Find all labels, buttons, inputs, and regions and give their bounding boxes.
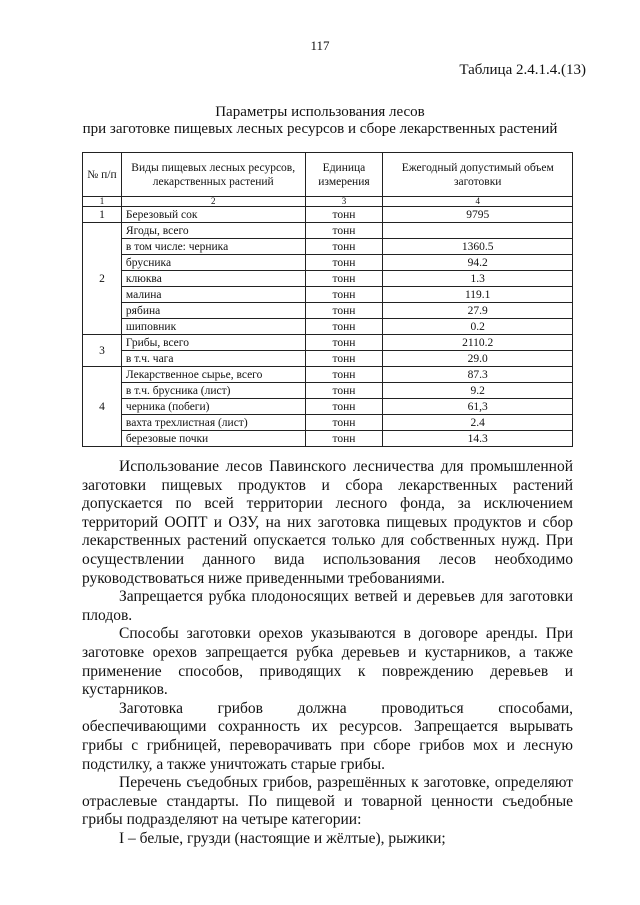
- unit-cell: тонн: [305, 255, 383, 271]
- column-number: 1: [83, 197, 122, 207]
- table-title-line-1: Параметры использования лесов: [215, 104, 425, 120]
- resource-name: малина: [121, 287, 305, 303]
- unit-cell: тонн: [305, 431, 383, 447]
- row-number: 4: [83, 367, 122, 447]
- row-number: 2: [83, 223, 122, 335]
- unit-cell: тонн: [305, 303, 383, 319]
- resource-name: в том числе: черника: [121, 239, 305, 255]
- unit-cell: тонн: [305, 415, 383, 431]
- table-row: [83, 399, 573, 415]
- volume-cell: 0.2: [383, 319, 573, 335]
- unit-cell: тонн: [305, 287, 383, 303]
- unit-cell: тонн: [305, 367, 383, 383]
- resource-name: брусника: [121, 255, 305, 271]
- resource-name: рябина: [121, 303, 305, 319]
- paragraph: Перечень съедобных грибов, разрешённых к заготовке, определяют отраслевые стандарты. По пищевой и товарной ценности съедобные грибы подразделяют на четыре категории:: [82, 774, 573, 829]
- resource-name: Грибы, всего: [121, 335, 305, 351]
- table-body: [83, 207, 573, 447]
- table-row: [83, 287, 573, 303]
- table-row: [83, 431, 573, 447]
- table-title-line-2: при заготовке пищевых лесных ресурсов и сборе лекарственных растений: [82, 121, 558, 137]
- volume-cell: 27.9: [383, 303, 573, 319]
- table-row: [83, 319, 573, 335]
- volume-cell: 1.3: [383, 271, 573, 287]
- header-volume: Ежегодный допустимый объем заготовки: [383, 153, 573, 197]
- table-row: [83, 207, 573, 223]
- table-row: [83, 383, 573, 399]
- unit-cell: тонн: [305, 239, 383, 255]
- paragraph: Заготовка грибов должна проводиться способами, обеспечивающими сохранность их ресурсов. Запрещается вырывать грибы с грибницей, переворачивать при сборе грибов мох и лесную подстилку, а также уничтожать старые грибы.: [82, 699, 573, 773]
- column-number: 3: [305, 197, 383, 207]
- unit-cell: тонн: [305, 207, 383, 223]
- paragraph: Способы заготовки орехов указываются в договоре аренды. При заготовке орехов запрещается рубка деревьев и кустарников, а также применение способов, приводящих к повреждению деревьев и кустарников.: [82, 625, 573, 699]
- volume-cell: [383, 223, 573, 239]
- unit-cell: тонн: [305, 335, 383, 351]
- unit-cell: тонн: [305, 399, 383, 415]
- header-unit: Единица измерения: [305, 153, 383, 197]
- volume-cell: 9795: [383, 207, 573, 223]
- volume-cell: 2110.2: [383, 335, 573, 351]
- table-row: [83, 351, 573, 367]
- table-row: [83, 239, 573, 255]
- table-row: [83, 255, 573, 271]
- table-label: Таблица 2.4.1.4.(13): [459, 62, 586, 78]
- resource-name: в т.ч. брусника (лист): [121, 383, 305, 399]
- table-row: [83, 271, 573, 287]
- unit-cell: тонн: [305, 223, 383, 239]
- resource-name: Лекарственное сырье, всего: [121, 367, 305, 383]
- volume-cell: 119.1: [383, 287, 573, 303]
- table-header-row: [83, 153, 573, 197]
- unit-cell: тонн: [305, 383, 383, 399]
- header-kind: Виды пищевых лесных ресурсов, лекарственных растений: [121, 153, 305, 197]
- volume-cell: 9.2: [383, 383, 573, 399]
- resource-name: березовые почки: [121, 431, 305, 447]
- header-num: № п/п: [83, 153, 122, 197]
- resource-name: Ягоды, всего: [121, 223, 305, 239]
- volume-cell: 87.3: [383, 367, 573, 383]
- paragraph: Запрещается рубка плодоносящих ветвей и деревьев для заготовки плодов.: [82, 588, 573, 624]
- page-number: 117: [310, 38, 330, 53]
- volume-cell: 2.4: [383, 415, 573, 431]
- paragraph: Использование лесов Павинского лесничества для промышленной заготовки пищевых продуктов и сбора лекарственных растений допускается по всей территории лесного фонда, за исключением территорий ООПТ и ОЗУ, на них заготовка пищевых продуктов и сбор лекарственных растений опускается только для собственных нужд. При осуществлении данного вида использования лесов необходимо руководствоваться ниже приведенными требованиями.: [82, 458, 573, 587]
- volume-cell: 94.2: [383, 255, 573, 271]
- unit-cell: тонн: [305, 351, 383, 367]
- resource-name: в т.ч. чага: [121, 351, 305, 367]
- resource-name: шиповник: [121, 319, 305, 335]
- resources-table: [82, 152, 573, 447]
- volume-cell: 61,3: [383, 399, 573, 415]
- unit-cell: тонн: [305, 319, 383, 335]
- row-number: 1: [83, 207, 122, 223]
- volume-cell: 14.3: [383, 431, 573, 447]
- table-row: [83, 223, 573, 239]
- resource-name: вахта трехлистная (лист): [121, 415, 305, 431]
- resource-name: клюква: [121, 271, 305, 287]
- column-number: 2: [121, 197, 305, 207]
- resource-name: Березовый сок: [121, 207, 305, 223]
- table-row: [83, 367, 573, 383]
- volume-cell: 29.0: [383, 351, 573, 367]
- volume-cell: 1360.5: [383, 239, 573, 255]
- column-numbers-row: [83, 197, 573, 207]
- body-text: [82, 458, 573, 848]
- resource-name: черника (побеги): [121, 399, 305, 415]
- row-number: 3: [83, 335, 122, 367]
- table-row: [83, 335, 573, 351]
- unit-cell: тонн: [305, 271, 383, 287]
- paragraph: I – белые, грузди (настоящие и жёлтые), рыжики;: [119, 829, 446, 847]
- table-row: [83, 303, 573, 319]
- column-number: 4: [383, 197, 573, 207]
- table-row: [83, 415, 573, 431]
